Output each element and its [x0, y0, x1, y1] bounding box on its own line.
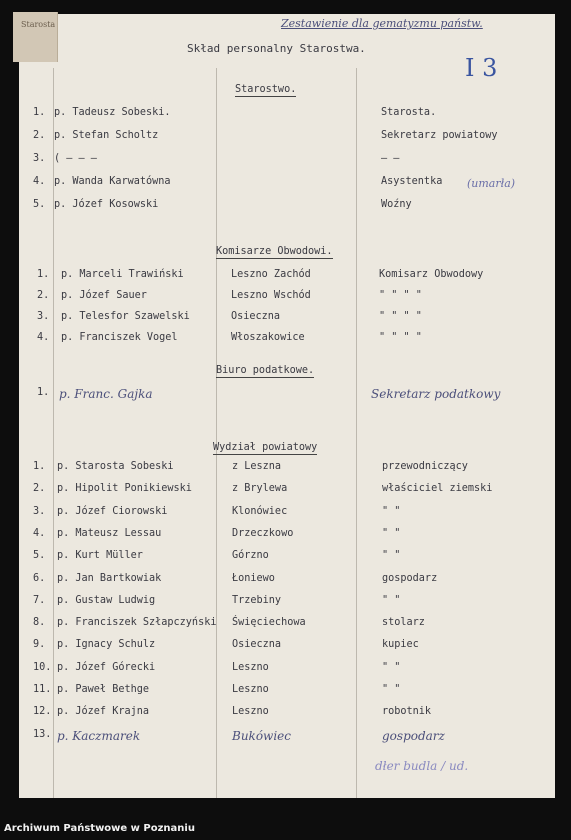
row-place: Drzeczkowo	[232, 527, 294, 539]
row-number: 3.	[33, 505, 46, 517]
row-role: Woźny	[381, 199, 412, 210]
row-role: właściciel ziemski	[382, 483, 493, 495]
person-name: p. Jan Bartkowiak	[57, 572, 162, 584]
row-role: " " " "	[379, 311, 422, 322]
row-number: 5.	[33, 550, 46, 562]
person-name: p. Józef Górecki	[57, 661, 156, 673]
row-role: Komisarz Obwodowy	[379, 269, 484, 280]
row-number: 11.	[33, 684, 52, 695]
row-number: 4.	[33, 176, 46, 187]
row-role: robotnik	[382, 706, 432, 718]
row-number: 1.	[37, 269, 50, 280]
row-role: Asystentka	[381, 176, 443, 187]
row-number: 12.	[33, 706, 52, 718]
row-role: — —	[381, 153, 400, 164]
row-number: 4.	[33, 527, 46, 539]
page-mark: I 3	[465, 54, 498, 82]
row-role: " "	[382, 684, 401, 695]
row-number: 8.	[33, 617, 46, 629]
person-name: p. Franc. Gajka	[59, 387, 153, 401]
person-name: p. Józef Krajna	[57, 706, 150, 718]
person-name: p. Józef Sauer	[61, 290, 147, 301]
section-wydzial: Wydział powiatowy	[213, 442, 318, 453]
handwritten-note-bottom: dłer budla / ud.	[375, 759, 469, 773]
person-name: p. Józef Ciorowski	[57, 505, 168, 517]
row-role: " "	[382, 505, 401, 517]
row-number: 4.	[37, 332, 50, 343]
row-place: Klonówiec	[232, 505, 288, 517]
row-role: Sekretarz powiatowy	[381, 130, 498, 141]
row-number: 6.	[33, 572, 46, 584]
person-name: p. Franciszek Vogel	[61, 332, 178, 343]
person-name: p. Paweł Bethge	[57, 684, 150, 695]
row-number: 10.	[33, 661, 52, 673]
row-role: kupiec	[382, 639, 419, 651]
person-name: p. Starosta Sobeski	[57, 461, 174, 472]
archive-tab	[13, 12, 58, 62]
person-name: p. Franciszek Szłapczyński	[57, 617, 217, 629]
row-place: Leszno Zachód	[231, 269, 311, 280]
row-number: 1.	[33, 461, 46, 472]
row-place: z Leszna	[232, 461, 282, 472]
person-name: p. Mateusz Lessau	[57, 527, 162, 539]
row-number: 13.	[33, 728, 52, 740]
row-place: Leszno	[232, 706, 269, 718]
column-rule-3	[356, 68, 357, 798]
person-name: p. Telesfor Szawelski	[61, 311, 190, 322]
person-name: p. Gustaw Ludwig	[57, 594, 156, 606]
archive-label: Archiwum Państwowe w Poznaniu	[4, 823, 195, 834]
person-name: p. Stefan Scholtz	[54, 130, 159, 141]
person-name: p. Wanda Karwatówna	[54, 176, 171, 187]
row-number: 3.	[37, 311, 50, 322]
row-place: Święciechowa	[232, 617, 306, 629]
person-name: p. Kurt Müller	[57, 550, 143, 562]
row-role: stolarz	[382, 617, 425, 629]
row-number: 1.	[37, 387, 50, 398]
document-page	[19, 14, 555, 798]
section-biuro: Biuro podatkowe.	[216, 365, 315, 376]
row-number: 1.	[33, 107, 46, 118]
row-place: Leszno	[232, 661, 269, 673]
person-name: p. Kaczmarek	[57, 728, 141, 743]
row-number: 2.	[33, 483, 46, 495]
tab-label: Starosta	[21, 20, 56, 29]
section-starostwo: Starostwo.	[235, 84, 297, 95]
person-name: p. Ignacy Schulz	[57, 639, 156, 651]
row-role: " " " "	[379, 290, 422, 301]
row-number: 2.	[37, 290, 50, 301]
person-name: p. Hipolit Ponikiewski	[57, 483, 192, 495]
handwritten-note-umarla: (umarła)	[467, 177, 516, 190]
row-number: 9.	[33, 639, 46, 651]
row-place: Łoniewo	[232, 572, 275, 584]
row-role: " "	[382, 550, 401, 562]
row-place: Włoszakowice	[231, 332, 305, 343]
row-place: Leszno	[232, 684, 269, 695]
row-number: 3.	[33, 153, 46, 164]
row-place: z Brylewa	[232, 483, 288, 495]
column-rule-2	[216, 68, 217, 798]
row-role: " "	[382, 661, 401, 673]
section-komisarze: Komisarze Obwodowi.	[216, 246, 333, 257]
row-role: " "	[382, 594, 401, 606]
row-number: 2.	[33, 130, 46, 141]
person-name: p. Marceli Trawiński	[61, 269, 184, 280]
person-name: p. Józef Kosowski	[54, 199, 159, 210]
handwritten-heading: Zestawienie dla gematyzmu państw.	[281, 17, 483, 30]
person-name: p. Tadeusz Sobeski.	[54, 107, 171, 118]
row-place: Osieczna	[232, 639, 282, 651]
row-role: przewodniczący	[382, 461, 468, 472]
row-place: Leszno Wschód	[231, 290, 311, 301]
person-name: ( — — —	[54, 153, 97, 164]
row-number: 7.	[33, 594, 46, 606]
row-role: " "	[382, 527, 401, 539]
row-role: gospodarz	[382, 572, 438, 584]
row-place: Osieczna	[231, 311, 281, 322]
row-place: Górzno	[232, 550, 269, 562]
page-title: Skład personalny Starostwa.	[187, 42, 366, 55]
row-number: 5.	[33, 199, 46, 210]
row-role: gospodarz	[382, 728, 445, 743]
row-place: Bukówiec	[232, 728, 291, 743]
row-place: Trzebiny	[232, 594, 282, 606]
row-role: Sekretarz podatkowy	[371, 387, 501, 401]
row-role: " " " "	[379, 332, 422, 343]
row-role: Starosta.	[381, 107, 437, 118]
top-black-border	[0, 0, 571, 14]
